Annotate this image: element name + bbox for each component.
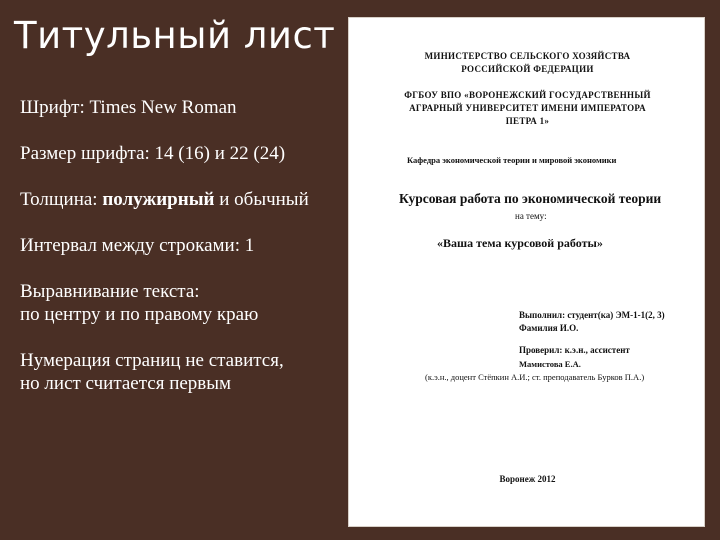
- slide-title: Титульный лист: [14, 14, 336, 57]
- ministry-line-2: РОССИЙСКОЙ ФЕДЕРАЦИИ: [461, 64, 594, 74]
- university-line-1: ФГБОУ ВПО «ВОРОНЕЖСКИЙ ГОСУДАРСТВЕННЫЙ: [404, 90, 651, 100]
- university-line-3: ПЕТРА 1»: [505, 116, 550, 126]
- done-by-line: Выполнил: студент(ка) ЭМ-1-1(2, 3): [519, 310, 665, 320]
- alignment-line-2: по центру и по правому краю: [20, 304, 259, 325]
- checked-by-line: Проверил: к.э.н., ассистент: [519, 345, 630, 355]
- other-teachers-line: (к.э.н., доцент Стёпкин А.И.; ст. преподаватель Бурков П.А.): [425, 372, 645, 382]
- ministry-line-1: МИНИСТЕРСТВО СЕЛЬСКОГО ХОЗЯЙСТВА: [424, 51, 631, 61]
- work-topic: «Ваша тема курсовой работы»: [437, 236, 603, 250]
- student-name: Фамилия И.О.: [519, 323, 579, 333]
- work-title: Курсовая работа по экономической теории: [399, 191, 662, 206]
- numbering-requirement: [20, 349, 340, 395]
- font-size-requirement: Размер шрифта: 14 (16) и 22 (24): [20, 143, 286, 164]
- city-year: Воронеж 2012: [499, 474, 556, 484]
- numbering-line-1: Нумерация страниц не ставится,: [20, 350, 284, 371]
- font-weight-bold-word: полужирный: [102, 189, 215, 210]
- alignment-line-1: Выравнивание текста:: [20, 281, 200, 302]
- on-topic-label: на тему:: [515, 211, 547, 221]
- checker-name: Мамистова Е.А.: [519, 359, 581, 369]
- font-weight-prefix: Толщина:: [20, 189, 103, 210]
- numbering-line-2: но лист считается первым: [20, 373, 232, 394]
- font-requirement: Шрифт: Times New Roman: [20, 97, 237, 118]
- requirements-list: [20, 96, 340, 418]
- title-page-sample: [348, 17, 705, 527]
- alignment-requirement: [20, 280, 340, 326]
- font-weight-suffix: и обычный: [214, 189, 309, 210]
- font-weight-requirement: [20, 188, 340, 211]
- department-line: Кафедра экономической теории и мировой экономики: [407, 155, 617, 165]
- university-line-2: АГРАРНЫЙ УНИВЕРСИТЕТ ИМЕНИ ИМПЕРАТОРА: [409, 103, 646, 113]
- line-spacing-requirement: Интервал между строками: 1: [20, 235, 255, 256]
